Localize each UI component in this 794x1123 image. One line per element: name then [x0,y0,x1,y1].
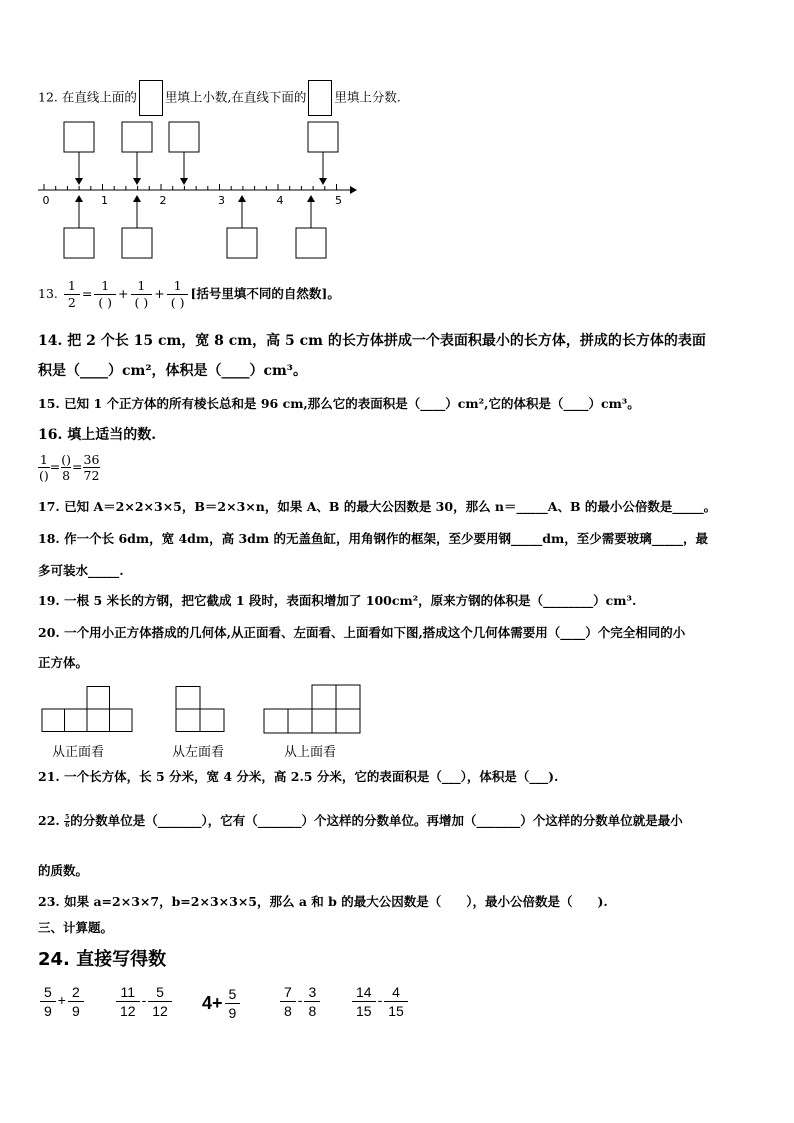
left-view [176,687,224,732]
fraction [38,452,50,483]
calc-item-3[interactable] [202,985,242,1022]
denominator-blank[interactable]: () [39,468,49,483]
fraction [167,278,189,311]
question-21: 21. 一个长方体，长 5 分米，宽 4 分米，高 2.5 分米，它的表面积是（___），体积是（___). [38,769,559,784]
bottom-answer-box[interactable] [64,228,94,258]
numerator: 36 [83,452,100,467]
question-14-line-1: 14. 把 2 个长 15 cm，宽 8 cm，高 5 cm 的长方体拼成一个表面积最小的长方体，拼成的长方体的表面 [38,333,706,349]
denominator: 9 [225,1003,241,1022]
tick-marks [44,184,337,190]
fraction [352,983,376,1020]
front-view [42,687,132,732]
question-22-line-1 [38,812,683,830]
fraction [225,985,241,1022]
denominator: 72 [83,468,100,483]
fraction [64,278,80,311]
numerator: 5 [44,984,52,1000]
q12-text-2: 里填上小数,在直线下面的 [164,89,307,105]
section-heading: 三、计算题。 [38,920,114,935]
denominator: 9 [68,1001,84,1020]
numerator: 5 [156,984,164,1000]
numerator: 7 [284,984,292,1000]
q13-instruction: [括号里填不同的自然数]。 [190,286,340,301]
numerator: 3 [308,984,317,1000]
operator: - [141,992,147,1009]
numerator: 2 [71,984,80,1000]
denominator: 8 [280,1001,296,1020]
fraction [384,983,408,1020]
denominator-blank[interactable]: ( ) [167,294,189,311]
numerator: 5 [228,986,237,1002]
question-20-line-2: 正方体。 [38,655,89,670]
question-20-line-1: 20. 一个用小正方体搭成的几何体,从正面看、左面看、上面看如下图,搭成这个几何体需要用（____）个完全相同的小 [38,625,686,640]
fraction [94,278,116,311]
answer-box[interactable] [308,80,332,116]
question-17: 17. 已知 A＝2×2×3×5，B＝2×3×n，如果 A、B 的最大公因数是 30，那么 n＝_____A、B 的最小公倍数是_____。 [38,499,717,514]
tick-label: 1 [101,194,108,207]
numerator: 1 [101,278,110,293]
calc-item-5[interactable] [350,983,410,1020]
bottom-answer-box[interactable] [122,228,152,258]
fraction [116,983,140,1020]
tick-label: 5 [335,194,342,207]
q12-text-1: 在直线上面的 [61,89,137,105]
q12-text-3: 里填上分数. [334,89,401,105]
q16-fraction-equation [38,452,100,483]
numerator: 14 [356,984,372,1000]
three-views-figure [38,684,368,764]
q12-number: 12. [38,89,58,105]
fraction [131,278,153,311]
denominator: 12 [116,1001,140,1020]
numerator: 1 [67,278,76,293]
operator: - [377,992,383,1009]
calc-item-4[interactable] [278,983,322,1020]
denominator: 12 [148,1001,172,1020]
tick-label: 0 [42,194,50,207]
equals-sign: = [72,459,83,474]
q22-number: 22. [38,813,60,828]
denominator: 8 [62,468,71,483]
question-15: 15. 已知 1 个正方体的所有棱长总和是 96 cm,那么它的表面积是（____）cm²,它的体积是（____）cm³。 [38,396,640,411]
question-13 [38,274,340,314]
operator: + [57,992,66,1009]
numerator: 1 [173,278,182,293]
fraction [304,983,320,1020]
question-23: 23. 如果 a=2×3×7，b=2×3×3×5，那么 a 和 b 的最大公因数是（ ），最小公倍数是（ ). [38,894,608,909]
numerator: 11 [120,984,136,1000]
question-14-line-2: 积是（____）cm²，体积是（____）cm³。 [38,363,307,379]
top-answer-box[interactable] [122,122,152,152]
denominator-blank[interactable]: ( ) [131,294,153,311]
fraction [40,983,56,1020]
number-line-figure [30,118,370,263]
top-answer-box[interactable] [308,122,338,152]
fraction [280,983,296,1020]
plus-sign: + [154,286,165,301]
equals-sign: = [49,459,61,474]
q13-number: 13. [38,286,58,301]
fraction [83,452,101,483]
question-19: 19. 一根 5 米长的方钢，把它截成 1 段时，表面积增加了 100cm²，原来方钢的体积是（________）cm³. [38,593,637,608]
tick-label: 4 [276,194,284,207]
denominator: 15 [384,1001,408,1020]
calc-item-1[interactable] [38,983,86,1020]
view-label-front: 从正面看 [52,745,105,760]
view-label-left: 从左面看 [172,745,225,760]
denominator: 9 [40,1001,56,1020]
operator: - [297,992,303,1009]
top-view [264,685,360,733]
numerator-blank[interactable]: () [61,452,72,467]
denominator: 15 [352,1001,376,1020]
question-12 [38,80,401,116]
tick-label: 3 [218,194,225,207]
numerator: 4 [392,984,400,1000]
top-answer-box[interactable] [169,122,199,152]
fraction [60,452,72,483]
whole-number: 4 [202,993,213,1013]
denominator-blank[interactable]: ( ) [94,294,116,311]
numerator: 1 [39,452,48,467]
numerator: 1 [137,278,146,293]
question-18-line-1: 18. 作一个长 6dm，宽 4dm，高 3dm 的无盖鱼缸，用角钢作的框架，至少要用钢_____dm，至少需要玻璃_____，最 [38,531,708,546]
denominator: 8 [304,1001,320,1020]
view-label-top: 从上面看 [284,745,337,760]
fraction [148,983,172,1020]
question-16: 16. 填上适当的数. [38,427,157,443]
denominator: 2 [64,294,80,311]
tick-label: 2 [159,194,167,207]
denominator: 6 [65,822,70,829]
tick-labels [43,194,343,207]
bottom-answer-box[interactable] [227,228,257,258]
fraction [68,983,84,1020]
calc-item-2[interactable] [114,983,174,1020]
answer-box[interactable] [139,80,163,116]
operator: + [212,993,223,1013]
plus-sign: + [118,286,129,301]
bottom-answer-box[interactable] [296,228,326,258]
q22-text: 的分数单位是（_______），它有（_______）个这样的分数单位。再增加（_______）个这样的分数单位就是最小 [70,813,683,828]
question-22-line-2: 的质数。 [38,863,89,878]
equals-sign: = [81,286,93,301]
question-24: 24. 直接写得数 [38,949,167,970]
question-18-line-2: 多可装水_____. [38,563,124,578]
numerator: 5 [65,814,70,821]
top-answer-box[interactable] [64,122,94,152]
